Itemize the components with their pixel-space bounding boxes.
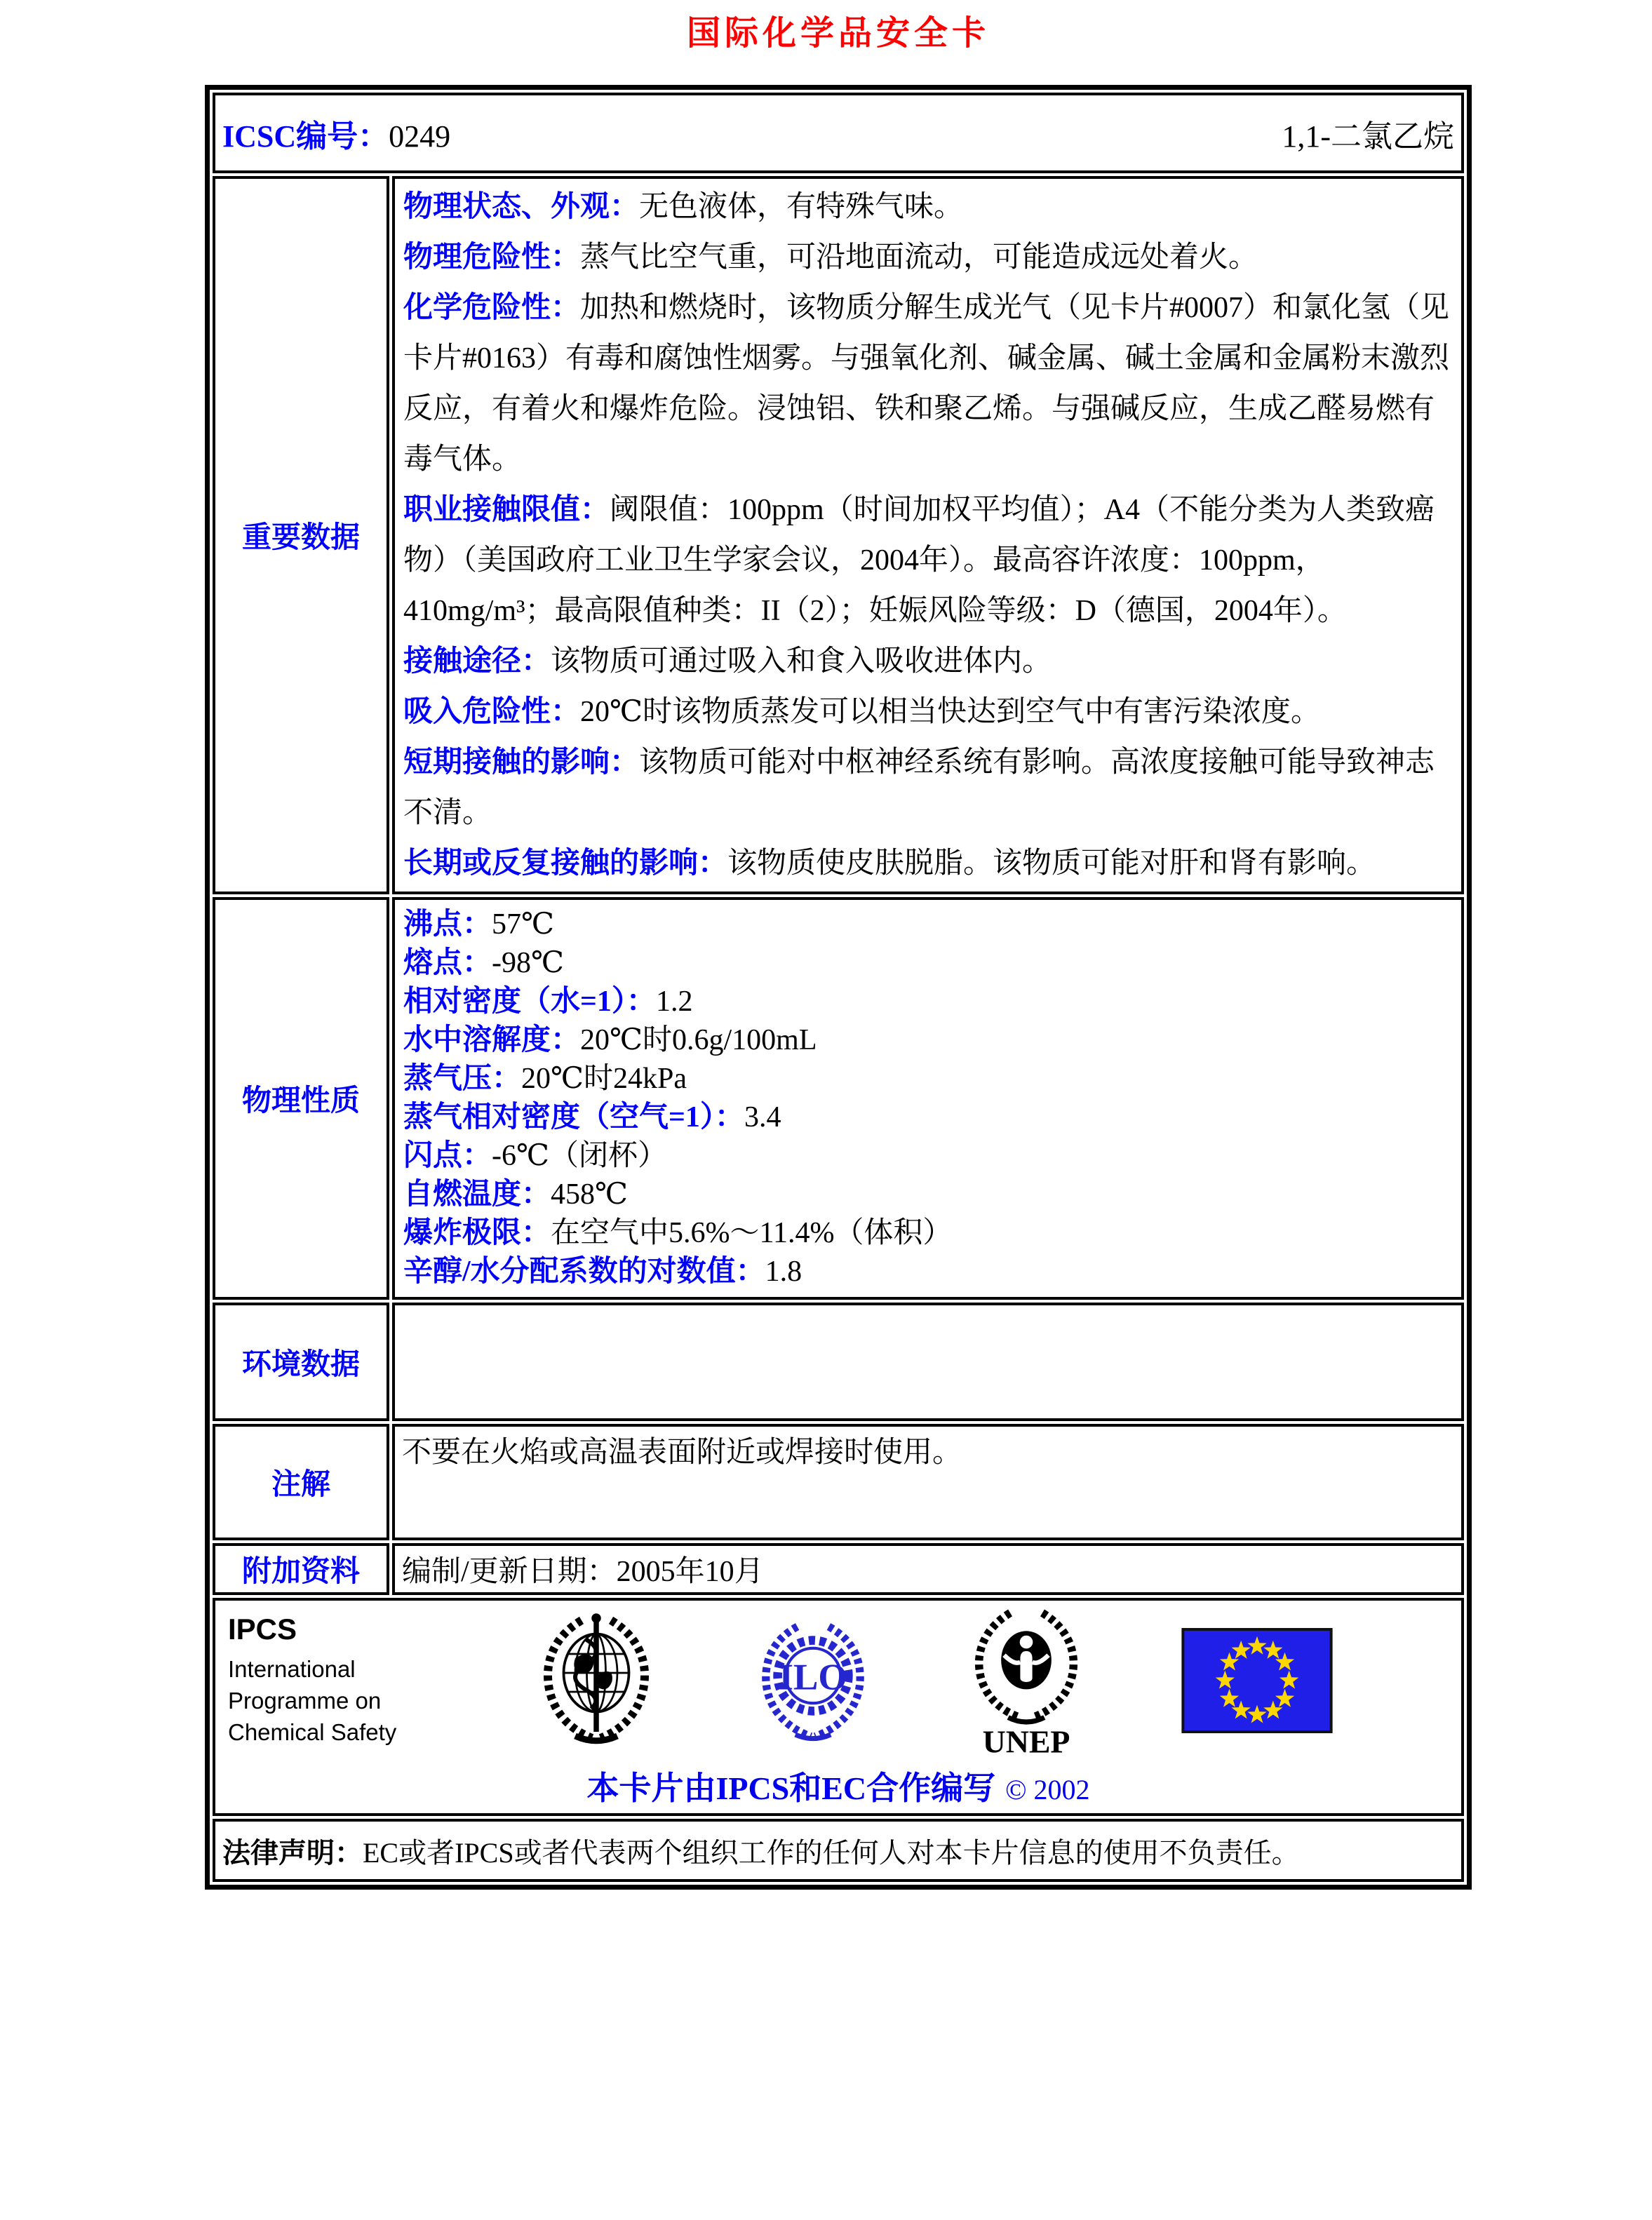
legal-label: 法律声明： [222,1836,363,1869]
icsc-number-value: 0249 [389,119,451,154]
row-legal [213,1819,1464,1882]
who-icon [533,1612,659,1749]
property-line: 辛醇/水分配系数的对数值：1.8 [403,1256,803,1288]
eu-flag-icon [1181,1628,1333,1733]
ipcs-subtitle-line: International [228,1656,356,1682]
row-environment-data [213,1303,1464,1421]
section-label-physical-properties: 物理性质 [213,897,389,1300]
important-item: 长期或反复接触的影响：该物质使皮肤脱脂。该物质可能对肝和肾有影响。 [403,847,1376,880]
property-line: 熔点：-98℃ [403,947,564,979]
card-table [205,85,1472,1890]
ipcs-title: IPCS [228,1613,297,1646]
notes-content: 不要在火焰或高温表面附近或焊接时使用。 [392,1424,1464,1540]
footer-caption-row [228,1763,1449,1809]
footer-copyright: © 2002 [1005,1774,1090,1805]
icsc-number-group [222,111,450,156]
unep-icon [966,1605,1087,1756]
important-data-content [392,176,1464,894]
row-physical-properties [213,897,1464,1300]
footer-caption: 本卡片由IPCS和EC合作编写 [586,1770,996,1806]
ipcs-subtitle-line: Programme on [228,1688,382,1714]
additional-info-content [392,1543,1464,1595]
ilo-monogram-text: ILO [778,1656,847,1698]
update-date-value: 2005年10月 [616,1556,764,1588]
chemical-name: 1,1-二氯乙烷 [1282,119,1454,154]
row-additional-info [213,1543,1464,1595]
header-row [213,93,1464,173]
important-item: 职业接触限值：阈限值：100ppm（时间加权平均值）；A4（不能分类为人类致癌物）（美国政府工业卫生学家会议，2004年）。最高容许浓度：100ppm，410mg/m³；最高限值种类：II（2）；妊娠风险等级：D（德国，2004年）。 [403,494,1435,627]
logo-strip [403,1605,1449,1756]
property-line: 沸点：57℃ [403,908,554,941]
property-line: 闪点：-6℃（闭杯） [403,1140,667,1172]
legal-content [213,1819,1464,1882]
row-notes [213,1424,1464,1540]
icsc-number-label: ICSC编号： [222,119,389,154]
section-label-important-data: 重要数据 [213,176,389,894]
page-title: 国际化学品安全卡 [686,15,990,52]
ilo-icon [754,1617,872,1744]
property-line: 蒸气压：20℃时24kPa [403,1063,687,1095]
unep-label-text: UNEP [982,1723,1070,1756]
section-label-environment-data: 环境数据 [213,1303,389,1421]
icsc-card-page [0,6,1652,1890]
update-date-label: 编制/更新日期： [402,1556,617,1588]
property-line: 爆炸极限：在空气中5.6%～11.4%（体积） [403,1217,953,1249]
section-label-notes: 注解 [213,1424,389,1540]
important-item: 化学危险性：加热和燃烧时，该物质分解生成光气（见卡片#0007）和氯化氢（见卡片#0163）有毒和腐蚀性烟雾。与强氧化剂、碱金属、碱土金属和金属粉末激烈反应，有着火和爆炸危险。浸蚀铝、铁和聚乙烯。与强碱反应，生成乙醛易燃有毒气体。 [403,292,1450,476]
important-item: 吸入危险性：20℃时该物质蒸发可以相当快达到空气中有害污染浓度。 [403,696,1321,728]
row-footer [213,1598,1464,1816]
important-item: 接触途径：该物质可通过吸入和食入吸收进体内。 [403,645,1052,678]
environment-data-content [392,1303,1464,1421]
legal-text: EC或者IPCS或者代表两个组织工作的任何人对本卡片信息的使用不负责任。 [363,1836,1300,1869]
section-label-additional-info: 附加资料 [213,1543,389,1595]
property-line: 自燃温度：458℃ [403,1178,628,1211]
ipcs-block [228,1613,403,1748]
property-line: 相对密度（水=1）：1.2 [403,985,693,1018]
important-item: 短期接触的影响：该物质可能对中枢神经系统有影响。高浓度接触可能导致神志不清。 [403,746,1435,829]
property-line: 蒸气相对密度（空气=1）：3.4 [403,1101,781,1133]
physical-properties-content [392,897,1464,1300]
row-important-data [213,176,1464,894]
important-item: 物理状态、外观：无色液体，有特殊气味。 [403,191,964,223]
property-line: 水中溶解度：20℃时0.6g/100mL [403,1024,817,1056]
ipcs-subtitle-line: Chemical Safety [228,1719,397,1745]
footer-content [213,1598,1464,1816]
important-item: 物理危险性：蒸气比空气重，可沿地面流动，可能造成远处着火。 [403,241,1258,274]
